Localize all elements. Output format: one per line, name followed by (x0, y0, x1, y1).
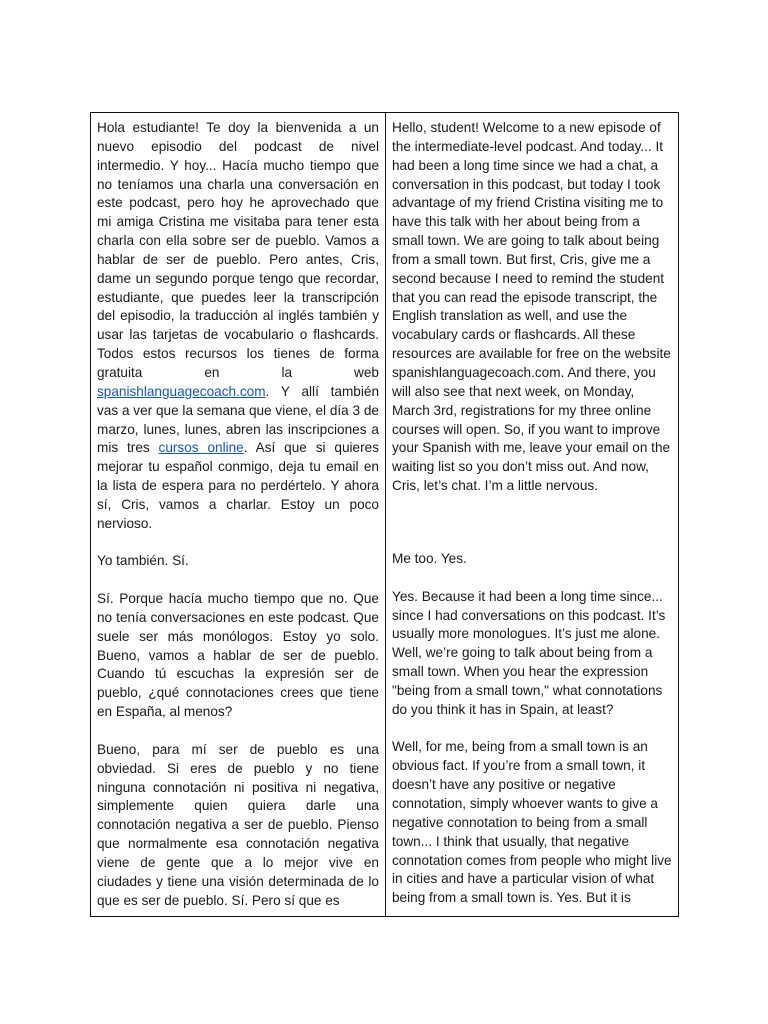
english-paragraph-4: Well, for me, being from a small town is an obvious fact. If you’re from a small town, it doesn’t have any positive or negative connotation, simply whoever wants to give a negative connotation to being from a small town... I think that usually, that negative connotation comes from people who might live in cities and have a particular vision of what being from a small town is. Yes. But it is (392, 739, 672, 906)
transcript-table (90, 112, 679, 917)
spanish-text: . Así que si quieres mejorar tu español conmigo, deja tu email en la lista de espera para no perdértelo. Y ahora sí, Cris, vamos a charlar. Estoy un poco nervioso. (97, 440, 379, 531)
spanish-paragraph-2: Yo también. Sí. (97, 553, 189, 569)
spacer (97, 571, 379, 590)
spanish-column (91, 113, 386, 916)
website-link[interactable]: spanishlanguagecoach.com (97, 383, 266, 399)
spanish-text: . Y allí también vas a ver que la semana que viene, el día 3 de marzo, lunes, lunes, abren las inscripciones a mis tres (97, 383, 379, 456)
spacer (392, 569, 672, 588)
english-cell-1 (392, 119, 672, 550)
online-courses-link[interactable]: cursos online (158, 440, 244, 456)
english-column (386, 113, 678, 916)
spacer (97, 722, 379, 741)
english-paragraph-2: Me too. Yes. (392, 551, 467, 566)
spanish-paragraph-1 (97, 119, 379, 534)
spanish-paragraph-4: Bueno, para mí ser de pueblo es una obviedad. Si eres de pueblo y no tiene ninguna connotación ni positiva ni negativa, simplemente quien quiera darle una connotación negativa a ser de pueblo. Pienso que normalmente esa connotación negativa viene de gente que a lo mejor vive en ciudades y tiene una visión determinada de lo que es ser de pueblo. Sí. Pero sí que es (97, 741, 379, 908)
spanish-text: Hola estudiante! Te doy la bienvenida a un nuevo episodio del podcast de nivel intermedio. Y hoy... Hacía mucho tiempo que no teníamos una charla una conversación en este podcast, pero hoy he aprovechado que mi amiga Cristina me visitaba para tener esta charla con ella sobre ser de pueblo. Vamos a hablar de ser de pueblo. Pero antes, Cris, dame un segundo porque tengo que recordar, estudiante, que puedes leer la transcripción del episodio, la traducción al inglés también y usar las tarjetas de vocabulario o flashcards. Todos estos recursos los tienes de forma gratuita en la web (97, 120, 379, 380)
english-paragraph-3: Yes. Because it had been a long time since... since I had conversations on this podcast. It’s usually more monologues. It’s just me alone. Well, we’re going to talk about being from a small town. When you hear the expression "being from a small town," what connotations do you think it has in Spain, at least? (392, 588, 666, 717)
english-paragraph-1: Hello, student! Welcome to a new episode of the intermediate-level podcast. And today... It had been a long time since we had a chat, a conversation in this podcast, but today I took advantage of my friend Cristina visiting me to have this talk with her about being from a small town. We are going to talk about being from a small town. But first, Cris, give me a second because I need to remind the student that you can read the episode transcript, the English translation as well, and use the vocabulary cards or flashcards. All these resources are available for free on the website spanishlanguagecoach.com. And there, you will also see that next week, on Monday, March 3rd, registrations for my three online courses will open. So, if you want to improve your Spanish with me, leave your email on the waiting list so you don’t miss out. And now, Cris, let’s chat. I’m a little nervous. (392, 120, 671, 494)
spacer (392, 720, 672, 739)
spacer (97, 534, 379, 553)
spanish-paragraph-3: Sí. Porque hacía mucho tiempo que no. Que no tenía conversaciones en este podcast. Que suele ser más monólogos. Estoy yo solo. Bueno, vamos a hablar de ser de pueblo. Cuando tú escuchas la expresión ser de pueblo, ¿qué connotaciones crees que tiene en España, al menos? (97, 591, 379, 720)
